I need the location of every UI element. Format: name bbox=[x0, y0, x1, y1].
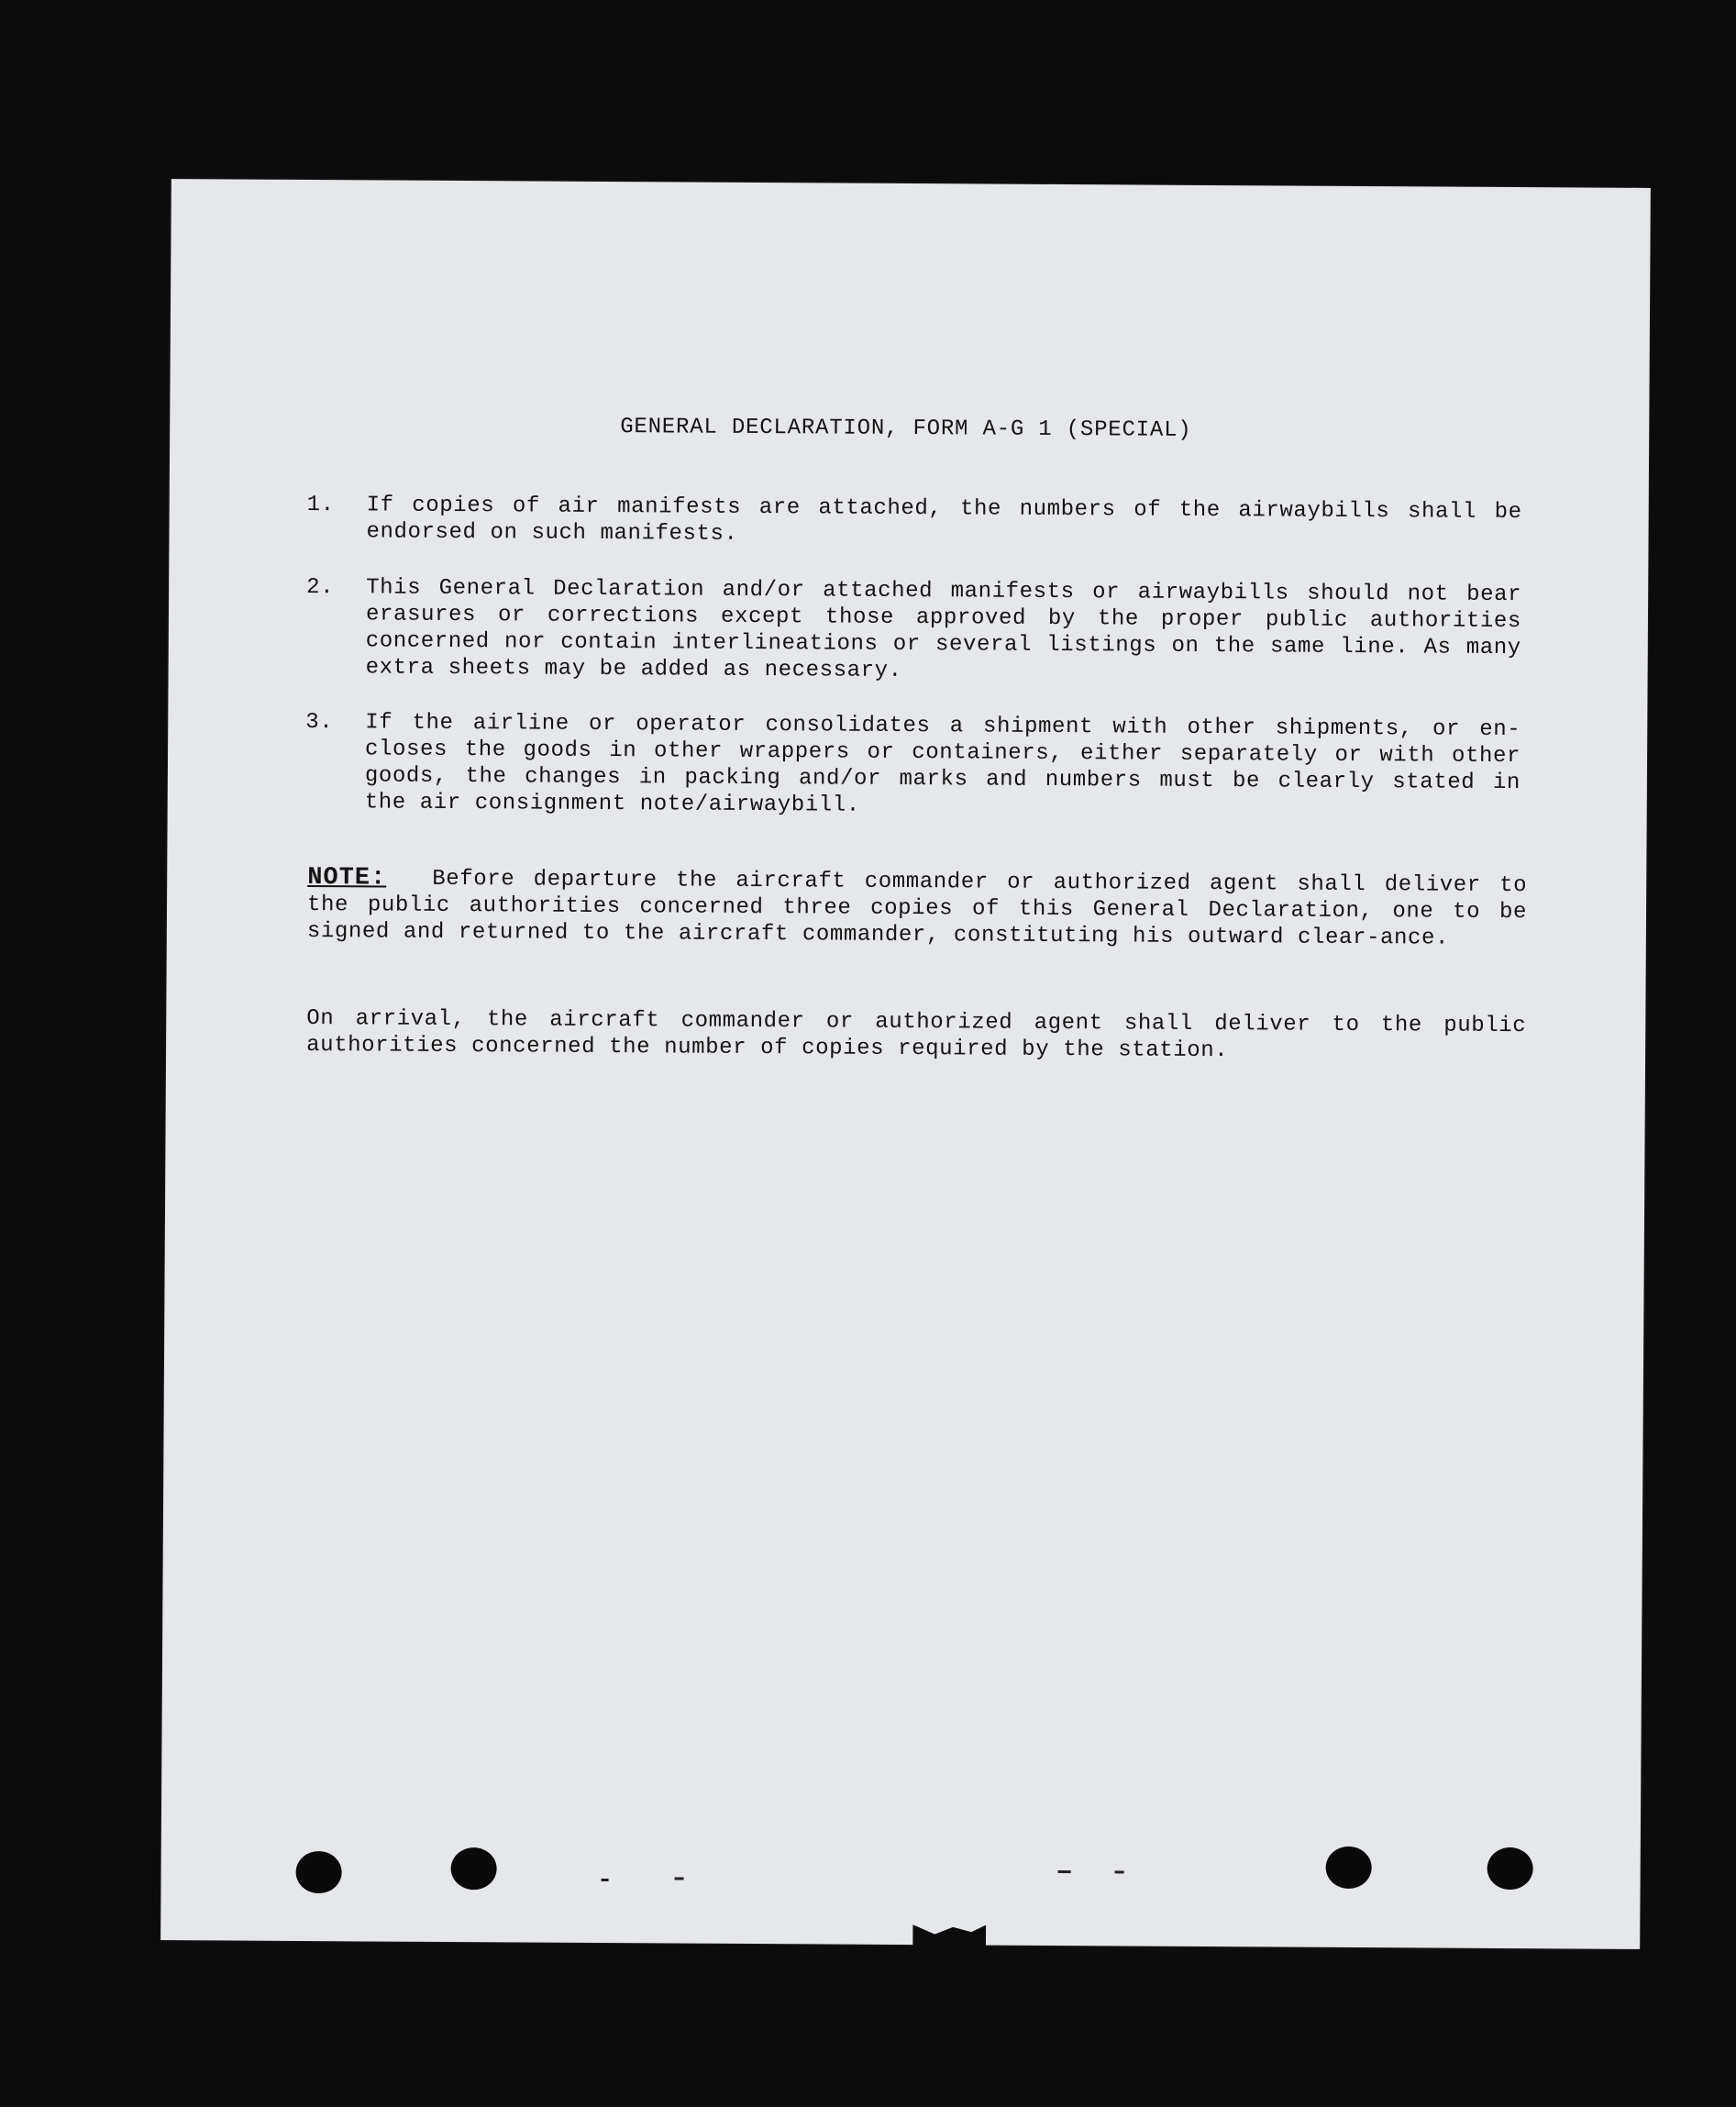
punch-hole bbox=[1487, 1847, 1533, 1890]
list-item bbox=[306, 492, 1536, 547]
list-item-number: 2. bbox=[306, 574, 335, 601]
list-item-number: 3. bbox=[305, 709, 334, 736]
torn-edge bbox=[912, 1924, 986, 1948]
punch-hole bbox=[450, 1847, 496, 1890]
document-title: GENERAL DECLARATION, FORM A-G 1 (SPECIAL) bbox=[620, 415, 1192, 443]
note-label: NOTE: bbox=[307, 864, 387, 893]
scan-speck bbox=[1115, 1870, 1124, 1873]
list-item-text: If copies of air manifests are attached, the numbers of the airwaybills shall be endorsed on such manifests. bbox=[366, 493, 1522, 547]
list-item-text: If the airline or operator consolidates a shipment with other shipments, or en-closes the goods in other wrappers or containers, either separately or with other goods, the changes in packing and/or marks and numbers must be clearly stated in the air consignment note/airwaybill. bbox=[364, 710, 1521, 818]
punch-hole bbox=[295, 1851, 341, 1893]
note-paragraph bbox=[307, 865, 1528, 952]
list-item-number: 1. bbox=[306, 493, 335, 518]
arrival-paragraph: On arrival, the aircraft commander or authorized agent shall deliver to the public authorities concerned the number of copies required by the station. bbox=[306, 1006, 1527, 1064]
list-item bbox=[305, 709, 1534, 818]
scan-speck bbox=[675, 1877, 684, 1880]
list-item bbox=[306, 574, 1535, 683]
punch-hole bbox=[1326, 1846, 1372, 1889]
scan-speck bbox=[1058, 1870, 1071, 1873]
note-text: Before departure the aircraft commander or authorized agent shall deliver to the public authorities concerned three copies of this General Declaration, one to be signed and returned to the aircraft commander, constituting his outward clear-ance. bbox=[306, 866, 1528, 951]
list-item-text: This General Declaration and/or attached manifests or airwaybills should not bear erasures or corrections except those approved by the proper public authorities concerned nor contain interlineations or several listings on the same line. As many extra sheets may be added as necessary. bbox=[365, 575, 1522, 683]
scan-speck bbox=[602, 1879, 609, 1881]
document-page bbox=[160, 179, 1651, 1949]
